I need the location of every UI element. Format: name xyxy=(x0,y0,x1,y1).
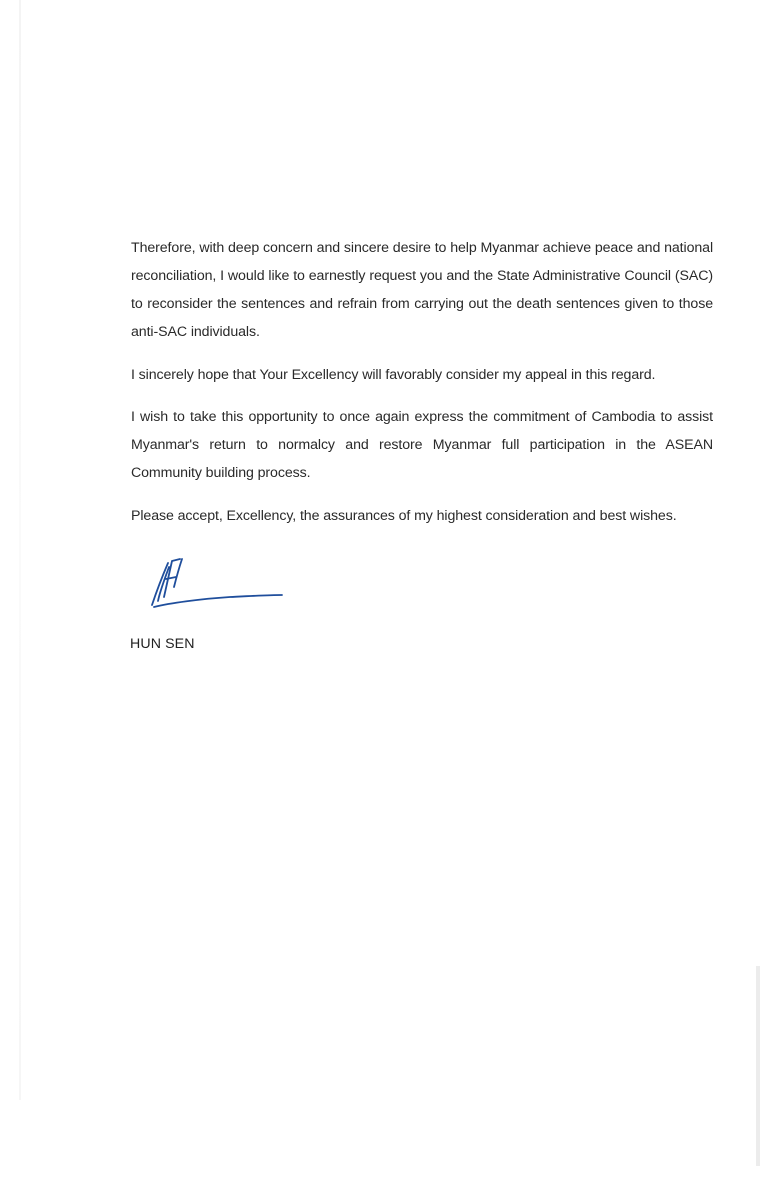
signature-stroke xyxy=(152,559,282,607)
signer-name: HUN SEN xyxy=(130,636,195,652)
paragraph-closing: Please accept, Excellency, the assurances of my highest consideration and best wishes. xyxy=(131,508,677,524)
scan-edge-stripe xyxy=(756,966,760,1166)
paragraph-commitment: I wish to take this opportunity to once again express the commitment of Cambodia to assist Myanmar's return to normalcy and restore Myanmar full participation in the ASEAN Community building process. xyxy=(131,409,713,481)
scan-edge-shadow xyxy=(19,0,21,1100)
handwritten-signature xyxy=(150,557,290,617)
paragraph-request: Therefore, with deep concern and sincere desire to help Myanmar achieve peace and national reconciliation, I would like to earnestly request you and the State Administrative Council (SAC) to reconsider the sentences and refrain from carrying out the death sentences given to those anti-SAC individuals. xyxy=(131,240,713,340)
paragraph-hope: I sincerely hope that Your Excellency will favorably consider my appeal in this regard. xyxy=(131,367,656,383)
letter-body xyxy=(131,234,713,530)
